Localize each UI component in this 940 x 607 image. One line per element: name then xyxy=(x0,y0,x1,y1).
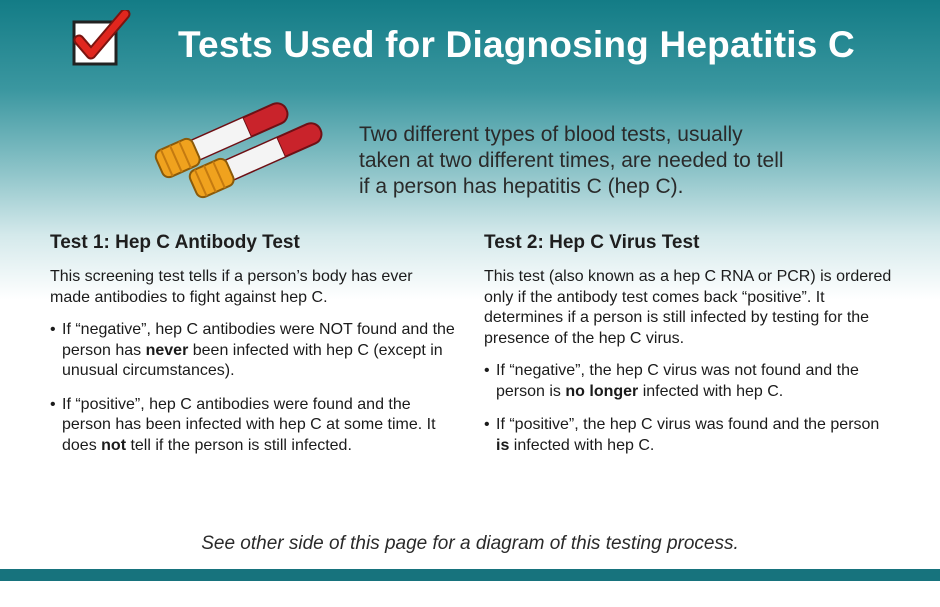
bullet-emphasis: is xyxy=(496,436,510,454)
test1-description: This screening test tells if a person’s body has ever made antibodies to fight against hep C. xyxy=(50,268,413,306)
test1-positive-bullet xyxy=(50,395,455,457)
test2-section xyxy=(484,232,894,469)
page-title: Tests Used for Diagnosing Hepatitis C xyxy=(178,24,855,65)
test1-section xyxy=(50,232,455,469)
test1-result-list xyxy=(50,320,455,456)
bullet-emphasis: no longer xyxy=(565,382,639,400)
bullet-emphasis: not xyxy=(101,436,127,454)
test2-heading: Test 2: Hep C Virus Test xyxy=(484,232,700,253)
test2-negative-bullet xyxy=(484,361,894,402)
bullet-text: tell if the person is still infected. xyxy=(126,436,352,454)
bullet-text: If “negative”, the hep C virus was not found and the person is xyxy=(496,362,859,400)
test1-negative-bullet xyxy=(50,320,455,382)
bottom-divider-band xyxy=(0,569,940,581)
test2-result-list xyxy=(484,361,894,456)
test1-heading: Test 1: Hep C Antibody Test xyxy=(50,232,300,253)
test2-description: This test (also known as a hep C RNA or PCR) is ordered only if the antibody test comes back “positive”. It determines if a person is still infected by testing for the presence of the hep C virus. xyxy=(484,268,892,347)
bullet-text: If “positive”, the hep C virus was found and the person xyxy=(496,416,880,433)
bullet-text: infected with hep C. xyxy=(509,436,655,454)
footer-note: See other side of this page for a diagram of this testing process. xyxy=(201,533,739,554)
bullet-text: If “positive”, hep C antibodies were found and the person has been infected with hep C at some time. It does xyxy=(62,395,436,454)
bullet-text: been infected with hep C (except in unusual circumstances). xyxy=(62,341,443,379)
intro-text: Two different types of blood tests, usually taken at two different times, are needed to tell if a person has hepatitis C (hep C). xyxy=(359,123,784,198)
bullet-text: If “negative”, hep C antibodies were NOT found and the person has xyxy=(62,321,455,359)
blood-test-tubes-icon xyxy=(148,100,348,200)
test2-positive-bullet xyxy=(484,415,894,456)
bullet-emphasis: never xyxy=(145,341,189,359)
bullet-text: infected with hep C. xyxy=(638,382,784,400)
checkbox-check-icon xyxy=(71,10,132,68)
